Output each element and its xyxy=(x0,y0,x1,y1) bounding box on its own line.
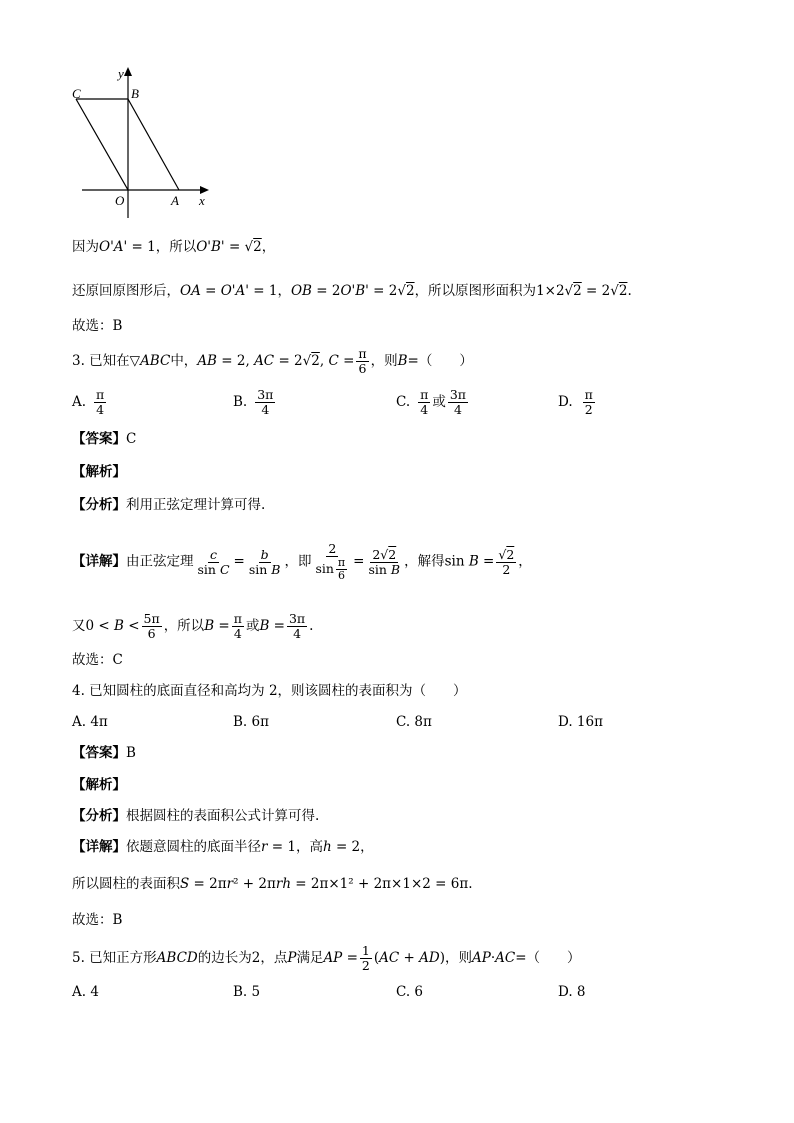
q4-answer: 【答案】B xyxy=(72,745,136,761)
q4-jiexi: 【解析】 xyxy=(72,777,126,793)
q3-fenxi: 【分析】利用正弦定理计算可得. xyxy=(72,497,266,513)
q4-option-c[interactable]: C. 8π xyxy=(396,714,432,730)
label-x: x xyxy=(199,193,205,208)
q4-fenxi: 【分析】根据圆柱的表面积公式计算可得. xyxy=(72,808,320,824)
q5-option-d[interactable]: D. 8 xyxy=(558,984,586,1000)
label-y: y xyxy=(118,66,124,81)
q3-stem: 3. 已知在▽ABC中，AB = 2, AC = 2√2, C = $\frac{\pi}{6}$ ，则B=（ ） xyxy=(72,346,473,376)
q3-option-b[interactable]: B. $\frac{3\pi}{4}$ xyxy=(233,387,274,417)
label-O: O xyxy=(115,193,125,208)
math: O'B' xyxy=(196,239,225,255)
q3-option-a[interactable]: A. $\frac{\pi}{4}$ xyxy=(72,387,105,417)
prev-line-2: 还原回原图形后，OA = O'A' = 1，OB = 2O'B' = 2√2，所以原图形面积为1×2√2 = 2√2. xyxy=(72,283,632,299)
label-A: A xyxy=(171,193,179,208)
q4-option-d[interactable]: D. 16π xyxy=(558,714,603,730)
q4-choice: 故选：B xyxy=(72,912,123,928)
q3-option-d[interactable]: D. $\frac{\pi}{2}$ xyxy=(558,387,593,417)
q3-option-c[interactable]: C. $\frac{\pi}{4}$ 或 $\frac{3\pi}{4}$ xyxy=(396,387,467,417)
q4-line2: 所以圆柱的表面积S = 2πr² + 2πrh = 2π×1² + 2π×1×2 = 6π. xyxy=(72,876,473,892)
q4-stem: 4. 已知圆柱的底面直径和高均为 2，则该圆柱的表面积为（ ） xyxy=(72,683,467,699)
label-C: C xyxy=(72,86,81,101)
q4-option-a[interactable]: A. 4π xyxy=(72,714,108,730)
segment-BA xyxy=(128,99,179,190)
q3-choice: 故选：C xyxy=(72,652,123,668)
prev-line-1: 因为O'A' = 1，所以O'B' = √2， xyxy=(72,239,276,255)
q4-xiangjie: 【详解】依题意圆柱的底面半径r = 1，高h = 2， xyxy=(72,839,374,855)
q3-answer: 【答案】C xyxy=(72,431,137,447)
y-axis-arrow xyxy=(124,67,132,76)
q4-option-b[interactable]: B. 6π xyxy=(233,714,269,730)
label-B: B xyxy=(131,86,139,101)
q3-jiexi: 【解析】 xyxy=(72,464,126,480)
coordinate-figure xyxy=(68,62,218,222)
q5-option-a[interactable]: A. 4 xyxy=(72,984,99,1000)
segment-CO xyxy=(76,99,128,190)
math: O'A' xyxy=(99,239,128,255)
q5-stem: 5. 已知正方形ABCD的边长为2，点P满足AP = $\frac{1}{2}$ (AC + AD)，则AP·AC=（ ） xyxy=(72,943,581,973)
prev-choice: 故选：B xyxy=(72,318,123,334)
q5-option-c[interactable]: C. 6 xyxy=(396,984,424,1000)
q3-line2: 又0 < B < $\frac{5\pi}{6}$ ，所以B = $\frac{\pi}{4}$ 或B = $\frac{3\pi}{4}$ . xyxy=(72,611,314,641)
q5-option-b[interactable]: B. 5 xyxy=(233,984,261,1000)
q3-xiangjie: 【详解】由正弦定理 $\frac{c}{\text{sin C}}$ = $\frac{b}{\text{sin B}}$ ，即 2 sin $\frac{\pi}{6}$ = $\frac{2√2}{\text{sin B}}$ ，解得sin B = $\frac{√2}{2}$ ， xyxy=(72,541,532,582)
